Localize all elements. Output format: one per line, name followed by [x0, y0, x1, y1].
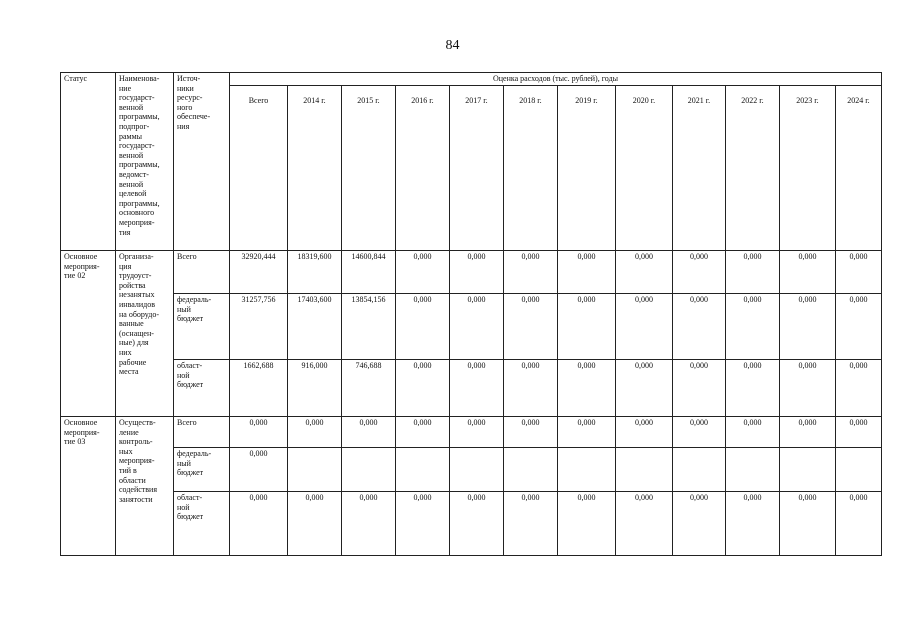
value-cell: 0,000: [673, 251, 726, 294]
value-cell: 0,000: [230, 448, 288, 492]
value-cell: 0,000: [504, 492, 558, 556]
value-cell: 0,000: [288, 417, 342, 448]
value-cell: 0,000: [450, 417, 504, 448]
value-cell: 0,000: [780, 360, 836, 417]
table-row: [61, 448, 882, 492]
source-cell: област- ной бюджет: [174, 492, 230, 556]
header-year: 2014 г.: [288, 86, 342, 251]
header-name: Наименова- ние государст- венной программы, подпрог- раммы государст- венной программы, ведомст- венной целевой программы, основного мероприя- тия: [116, 73, 174, 251]
value-cell: 0,000: [288, 492, 342, 556]
value-cell: [616, 448, 673, 492]
value-cell: 0,000: [836, 492, 882, 556]
table-row: [61, 294, 882, 360]
header-year: 2016 г.: [396, 86, 450, 251]
source-cell: Всего: [174, 417, 230, 448]
page-number: 84: [445, 38, 460, 53]
value-cell: 0,000: [616, 251, 673, 294]
expense-table: [60, 72, 882, 556]
value-cell: [726, 448, 780, 492]
value-cell: 916,000: [288, 360, 342, 417]
value-cell: 14600,844: [342, 251, 396, 294]
value-cell: 0,000: [396, 251, 450, 294]
header-source: Источ- ники ресурс- ного обеспече- ния: [174, 73, 230, 251]
value-cell: [673, 448, 726, 492]
table-row: [61, 360, 882, 417]
table-row: [61, 417, 882, 448]
value-cell: 0,000: [504, 417, 558, 448]
header-year: 2015 г.: [342, 86, 396, 251]
value-cell: 0,000: [450, 251, 504, 294]
header-year: 2018 г.: [504, 86, 558, 251]
value-cell: 0,000: [616, 492, 673, 556]
value-cell: 17403,600: [288, 294, 342, 360]
value-cell: 0,000: [836, 294, 882, 360]
value-cell: 0,000: [726, 492, 780, 556]
header-year: 2019 г.: [558, 86, 616, 251]
value-cell: 0,000: [504, 294, 558, 360]
value-cell: 0,000: [230, 417, 288, 448]
value-cell: 0,000: [450, 360, 504, 417]
header-year: 2021 г.: [673, 86, 726, 251]
header-year: 2023 г.: [780, 86, 836, 251]
value-cell: 0,000: [342, 492, 396, 556]
value-cell: 0,000: [230, 492, 288, 556]
value-cell: 0,000: [726, 294, 780, 360]
header-year: Всего: [230, 86, 288, 251]
value-cell: 0,000: [558, 251, 616, 294]
value-cell: 0,000: [780, 294, 836, 360]
value-cell: 1662,688: [230, 360, 288, 417]
value-cell: [342, 448, 396, 492]
source-cell: област- ной бюджет: [174, 360, 230, 417]
value-cell: [504, 448, 558, 492]
value-cell: 0,000: [504, 251, 558, 294]
value-cell: 0,000: [836, 417, 882, 448]
value-cell: 0,000: [396, 492, 450, 556]
value-cell: [836, 448, 882, 492]
value-cell: 0,000: [558, 360, 616, 417]
source-cell: федераль- ный бюджет: [174, 448, 230, 492]
program-name-cell: Осуществ- ление контроль- ных мероприя- тий в области содействия занятости: [116, 417, 174, 556]
value-cell: 0,000: [780, 251, 836, 294]
table-row: [61, 492, 882, 556]
header-year: 2017 г.: [450, 86, 504, 251]
value-cell: 0,000: [616, 294, 673, 360]
value-cell: [780, 448, 836, 492]
header-year: 2024 г.: [836, 86, 882, 251]
table-row: [61, 251, 882, 294]
value-cell: 0,000: [558, 492, 616, 556]
value-cell: 0,000: [558, 417, 616, 448]
program-name-cell: Организа- ция трудоуст- ройства незанятых инвалидов на оборудо- ванные (оснащен- ные) для них рабочие места: [116, 251, 174, 417]
value-cell: 0,000: [616, 417, 673, 448]
source-cell: Всего: [174, 251, 230, 294]
header-year: 2020 г.: [616, 86, 673, 251]
value-cell: 746,688: [342, 360, 396, 417]
value-cell: 0,000: [504, 360, 558, 417]
value-cell: 0,000: [450, 294, 504, 360]
value-cell: 0,000: [558, 294, 616, 360]
header-status: Статус: [61, 73, 116, 251]
value-cell: 0,000: [836, 360, 882, 417]
value-cell: 0,000: [396, 360, 450, 417]
value-cell: 0,000: [673, 294, 726, 360]
header-estimate: Оценка расходов (тыс. рублей), годы: [230, 73, 882, 86]
value-cell: 0,000: [673, 492, 726, 556]
status-cell: Основное мероприя- тие 02: [61, 251, 116, 417]
value-cell: 18319,600: [288, 251, 342, 294]
status-cell: Основное мероприя- тие 03: [61, 417, 116, 556]
value-cell: [450, 448, 504, 492]
value-cell: [288, 448, 342, 492]
value-cell: 0,000: [616, 360, 673, 417]
value-cell: 0,000: [780, 492, 836, 556]
source-cell: федераль- ный бюджет: [174, 294, 230, 360]
value-cell: 0,000: [673, 360, 726, 417]
value-cell: 0,000: [396, 417, 450, 448]
value-cell: [558, 448, 616, 492]
header-year: 2022 г.: [726, 86, 780, 251]
value-cell: 13854,156: [342, 294, 396, 360]
value-cell: 0,000: [396, 294, 450, 360]
value-cell: 32920,444: [230, 251, 288, 294]
value-cell: 0,000: [673, 417, 726, 448]
value-cell: 0,000: [726, 417, 780, 448]
value-cell: 0,000: [836, 251, 882, 294]
value-cell: 0,000: [726, 360, 780, 417]
value-cell: 31257,756: [230, 294, 288, 360]
value-cell: 0,000: [780, 417, 836, 448]
value-cell: 0,000: [450, 492, 504, 556]
value-cell: [396, 448, 450, 492]
value-cell: 0,000: [342, 417, 396, 448]
value-cell: 0,000: [726, 251, 780, 294]
